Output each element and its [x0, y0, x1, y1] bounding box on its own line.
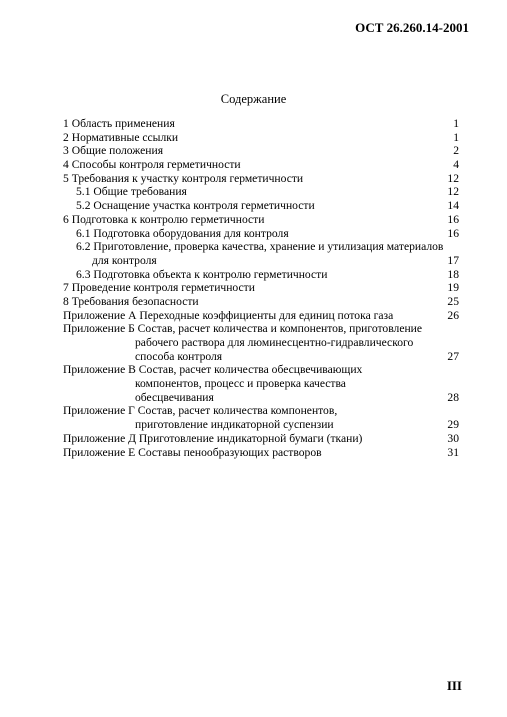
toc-entry-label: 5.1 Общие требования	[76, 185, 187, 199]
toc-entry-2[interactable]	[63, 131, 459, 145]
toc-entry-6[interactable]	[63, 213, 459, 227]
toc-entry-7[interactable]	[63, 281, 459, 295]
toc-entry-appendix-a[interactable]	[63, 309, 459, 323]
table-of-contents	[63, 117, 459, 459]
toc-entry-page: 17	[447, 253, 459, 267]
toc-entry-label: 6.2 Приготовление, проверка качества, хранение и утилизация материалов	[76, 240, 444, 254]
toc-entry-label-cont: компонентов, процесс и проверка качества	[135, 377, 346, 391]
toc-entry-label: 6 Подготовка к контролю герметичности	[63, 212, 265, 226]
toc-entry-label-cont: для контроля	[92, 253, 157, 267]
toc-entry-page: 30	[447, 431, 459, 445]
toc-entry-page: 25	[447, 294, 459, 308]
toc-entry-page: 12	[447, 185, 459, 199]
toc-entry-page: 12	[447, 171, 459, 185]
toc-entry-page: 1	[453, 130, 459, 144]
toc-entry-label: 5.2 Оснащение участка контроля герметичности	[76, 199, 315, 213]
toc-entry-label-cont: рабочего раствора для люминесцентно-гидравлического	[135, 336, 414, 349]
toc-entry-page: 27	[447, 349, 459, 363]
toc-entry-appendix-d[interactable]	[63, 432, 459, 446]
toc-entry-label: 2 Нормативные ссылки	[63, 130, 179, 144]
toc-entry-5[interactable]	[63, 172, 459, 186]
toc-entry-label: 6.1 Подготовка оборудования для контроля	[76, 226, 289, 240]
toc-entry-label-cont: обесцвечивания	[135, 390, 214, 404]
toc-entry-label: 6.3 Подготовка объекта к контролю герметичности	[76, 267, 328, 281]
toc-entry-label: Приложение Д Приготовление индикаторной бумаги (ткани)	[63, 431, 363, 445]
toc-entry-label: 3 Общие положения	[63, 144, 164, 158]
toc-entry-page: 16	[447, 212, 459, 226]
toc-entry-appendix-e[interactable]	[63, 446, 459, 460]
toc-entry-label: 4 Способы контроля герметичности	[63, 158, 241, 172]
toc-entry-appendix-b[interactable]	[63, 322, 459, 363]
toc-entry-5-2[interactable]	[63, 199, 459, 213]
toc-entry-page: 29	[447, 418, 459, 432]
toc-title: Содержание	[220, 92, 287, 106]
toc-entry-page: 31	[447, 445, 459, 459]
toc-entry-label: 5 Требования к участку контроля герметичности	[63, 171, 304, 185]
toc-entry-page: 2	[453, 144, 459, 158]
toc-entry-6-2[interactable]	[63, 240, 459, 267]
toc-entry-6-3[interactable]	[63, 268, 459, 282]
toc-entry-label: 8 Требования безопасности	[63, 294, 199, 308]
toc-entry-page: 1	[453, 117, 459, 130]
toc-entry-5-1[interactable]	[63, 185, 459, 199]
toc-entry-label: Приложение Г Состав, расчет количества компонентов,	[63, 404, 338, 418]
toc-entry-4[interactable]	[63, 158, 459, 172]
toc-entry-page: 16	[447, 226, 459, 240]
toc-entry-page: 26	[447, 308, 459, 322]
toc-entry-appendix-g[interactable]	[63, 404, 459, 431]
toc-entry-label: Приложение А Переходные коэффициенты для единиц потока газа	[63, 308, 394, 322]
toc-entry-page: 19	[447, 281, 459, 295]
toc-entry-page: 4	[453, 158, 459, 172]
toc-entry-label-cont: приготовление индикаторной суспензии	[135, 418, 334, 432]
toc-entry-appendix-v[interactable]	[63, 363, 459, 404]
toc-entry-8[interactable]	[63, 295, 459, 309]
toc-entry-1[interactable]	[63, 117, 459, 131]
toc-entry-label-cont: способа контроля	[135, 349, 223, 363]
toc-entry-page: 28	[447, 390, 459, 404]
toc-entry-page: 14	[447, 199, 459, 213]
toc-entry-label: 7 Проведение контроля герметичности	[63, 281, 255, 295]
document-code: ОСТ 26.260.14-2001	[355, 20, 469, 35]
page-number: III	[446, 678, 462, 693]
toc-entry-6-1[interactable]	[63, 227, 459, 241]
toc-entry-3[interactable]	[63, 144, 459, 158]
toc-entry-label: 1 Область применения	[63, 117, 175, 130]
toc-entry-label: Приложение Б Состав, расчет количества и компонентов, приготовление	[63, 322, 423, 336]
toc-entry-label: Приложение Е Составы пенообразующих растворов	[63, 445, 322, 459]
toc-entry-label: Приложение В Состав, расчет количества обесцвечивающих	[63, 363, 363, 377]
toc-entry-page: 18	[447, 267, 459, 281]
